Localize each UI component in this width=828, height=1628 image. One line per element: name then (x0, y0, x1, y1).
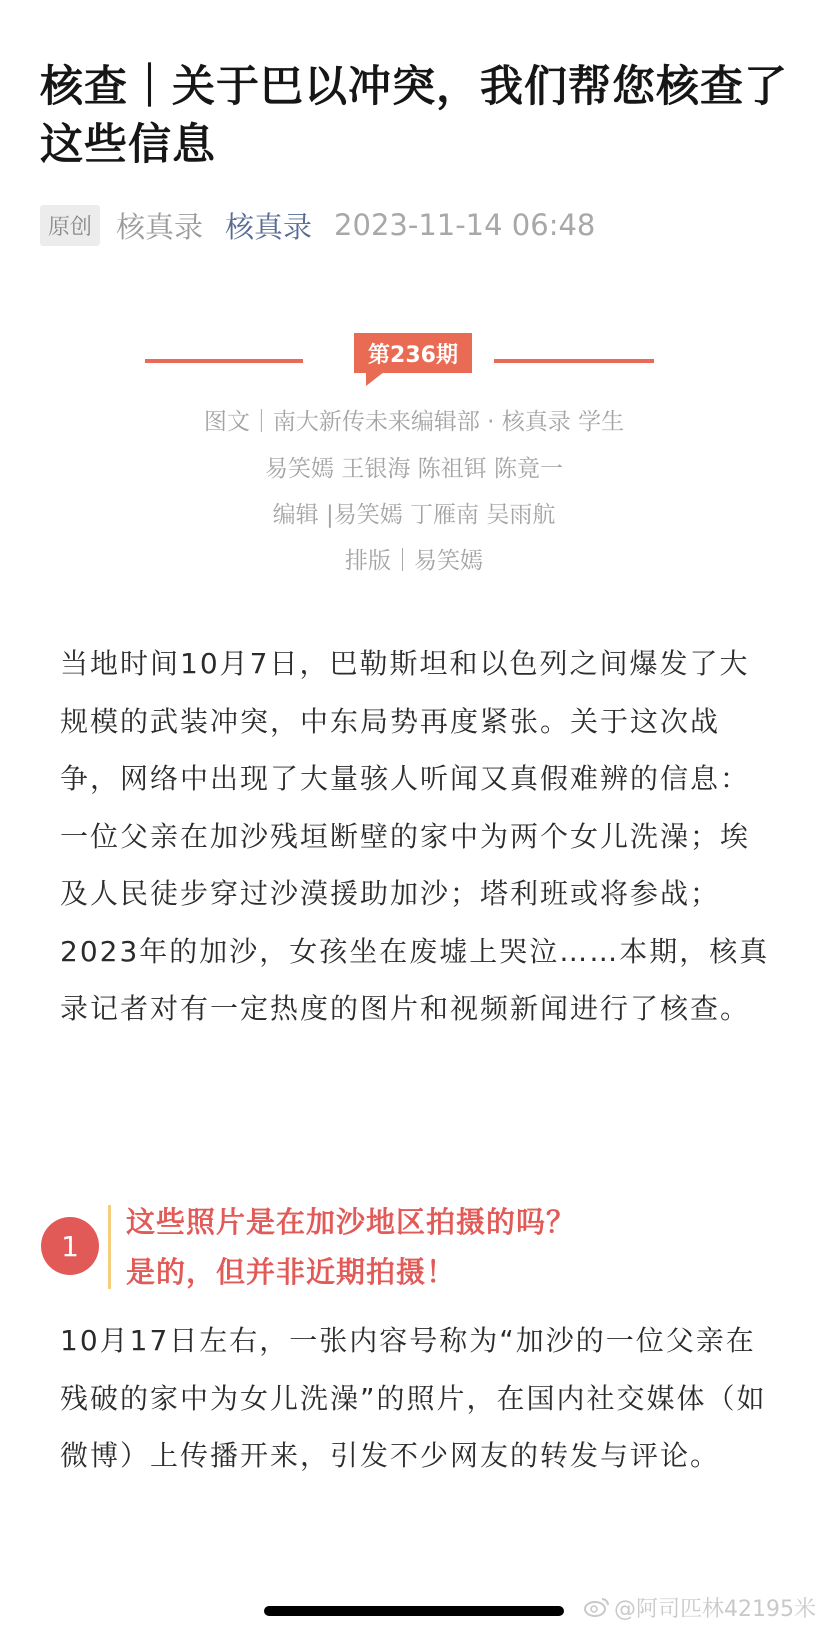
credit-line: 易笑嫣 王银海 陈祖铒 陈竟一 (265, 456, 563, 482)
home-indicator[interactable] (264, 1606, 564, 1616)
credit-line: 编辑 |易笑嫣 丁雁南 吴雨航 (272, 502, 556, 528)
section-accent-bar (108, 1205, 111, 1289)
issue-divider-right (494, 359, 654, 363)
body-paragraph: 10月17日左右，一张内容号称为“加沙的一位父亲在残破的家中为女儿洗澡”的照片，在国内社交媒体（如微博）上传播开来，引发不少网友的转发与评论。 (60, 1324, 767, 1472)
section-answer: 是的，但并非近期拍摄！ (126, 1255, 457, 1289)
issue-badge-pointer (366, 372, 384, 386)
credit-line: 图文｜南大新传未来编辑部 · 核真录 学生 (203, 409, 625, 435)
article-title: 核查｜关于巴以冲突，我们帮您核查了这些信息 (40, 62, 788, 170)
section-question: 这些照片是在加沙地区拍摄的吗？ (126, 1205, 577, 1239)
author-name: 核真录 (116, 209, 204, 244)
intro-paragraph: 当地时间10月7日，巴勒斯坦和以色列之间爆发了大规模的武装冲突，中东局势再度紧张。关于这次战争，网络中出现了大量骇人听闻又真假难辨的信息：一位父亲在加沙残垣断壁的家中为两个女儿洗澡；埃及人民徒步穿过沙漠援助加沙；塔利班或将参战；2023年的加沙，女孩坐在废墟上哭泣……本期，核真录记者对有一定热度的图片和视频新闻进行了核查。 (60, 647, 770, 1025)
section-heading (126, 1197, 776, 1297)
weibo-watermark (584, 1592, 816, 1622)
account-link[interactable]: 核真录 (225, 209, 313, 244)
issue-badge: 第236期 (354, 333, 472, 373)
section-number-badge: 1 (41, 1217, 99, 1275)
issue-divider-left (145, 359, 303, 363)
article-meta (40, 205, 595, 245)
watermark-text: @阿司匹林42195米 (614, 1596, 816, 1622)
credit-line: 排版｜易笑嫣 (345, 548, 483, 574)
weibo-icon (584, 1596, 610, 1618)
publish-date: 2023-11-14 06:48 (334, 208, 596, 242)
original-tag: 原创 (40, 205, 100, 246)
